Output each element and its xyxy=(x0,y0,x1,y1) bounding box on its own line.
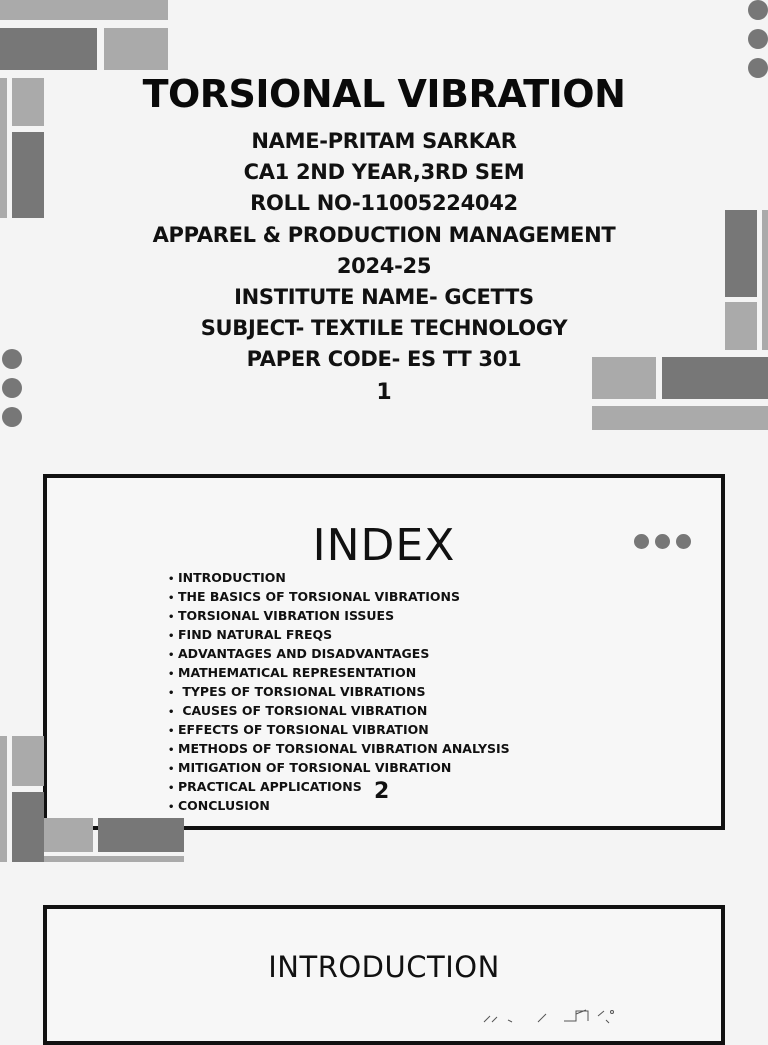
introduction-title: INTRODUCTION xyxy=(268,950,500,984)
deco-block xyxy=(0,28,97,70)
index-item: • METHODS OF TORSIONAL VIBRATION ANALYSIS xyxy=(168,740,510,759)
index-item: • ADVANTAGES AND DISADVANTAGES xyxy=(168,645,510,664)
cover-slide xyxy=(0,0,768,440)
index-item: • TYPES OF TORSIONAL VIBRATIONS xyxy=(168,683,510,702)
page-number: 2 xyxy=(374,779,390,804)
roll-number: ROLL NO-11005224042 xyxy=(250,191,518,216)
deco-block xyxy=(592,406,768,430)
deco-dot xyxy=(748,0,768,20)
student-name: NAME-PRITAM SARKAR xyxy=(251,129,517,153)
cover-title: TORSIONAL VIBRATION xyxy=(142,72,626,116)
index-item: • EFFECTS OF TORSIONAL VIBRATION xyxy=(168,721,510,740)
department: APPAREL & PRODUCTION MANAGEMENT xyxy=(152,222,616,247)
deco-block xyxy=(44,818,93,852)
paper-code: PAPER CODE- ES TT 301 xyxy=(246,347,522,372)
deco-dot xyxy=(2,407,22,427)
deco-block xyxy=(0,0,168,20)
subject: SUBJECT- TEXTILE TECHNOLOGY xyxy=(200,316,568,341)
deco-block xyxy=(0,736,7,862)
index-item: • THE BASICS OF TORSIONAL VIBRATIONS xyxy=(168,588,510,607)
session-year: 2024-25 xyxy=(336,253,432,278)
index-item: • MITIGATION OF TORSIONAL VIBRATION xyxy=(168,759,510,778)
page-number: 1 xyxy=(376,380,392,405)
index-list xyxy=(168,569,510,816)
cover-info xyxy=(0,126,768,376)
class-year: CA1 2ND YEAR,3RD SEM xyxy=(243,160,525,185)
deco-dot xyxy=(748,29,768,49)
index-item: • INTRODUCTION xyxy=(168,569,510,588)
deco-block xyxy=(98,818,184,852)
deco-block xyxy=(44,856,184,862)
index-item: • MATHEMATICAL REPRESENTATION xyxy=(168,664,510,683)
deco-block xyxy=(104,28,168,70)
index-item: • PRACTICAL APPLICATIONS xyxy=(168,778,510,797)
index-item: • FIND NATURAL FREQS xyxy=(168,626,510,645)
index-title: INDEX xyxy=(312,520,456,571)
index-item: • TORSIONAL VIBRATION ISSUES xyxy=(168,607,510,626)
deco-block xyxy=(12,736,44,786)
index-item: • CAUSES OF TORSIONAL VIBRATION xyxy=(168,702,510,721)
deco-block xyxy=(12,792,44,862)
index-item: • CONCLUSION xyxy=(168,797,510,816)
institute-name: INSTITUTE NAME- GCETTS xyxy=(234,285,534,310)
diagram-sketch-icon xyxy=(478,1008,628,1024)
